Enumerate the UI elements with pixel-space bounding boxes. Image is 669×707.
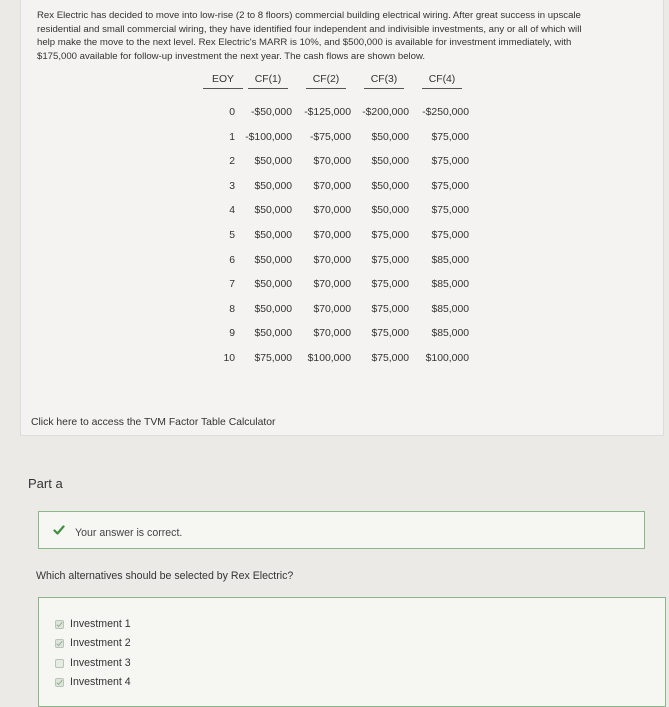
check-icon <box>53 524 65 536</box>
table-cell-eoy: 4 <box>229 205 235 217</box>
table-cell-cf2: $70,000 <box>313 180 351 192</box>
checkbox[interactable] <box>55 678 64 687</box>
table-cell-cf1: $50,000 <box>254 205 292 217</box>
table-cell-cf3: -$200,000 <box>362 107 409 118</box>
table-cell-eoy: 2 <box>229 156 235 168</box>
table-cell-eoy: 9 <box>229 328 235 340</box>
table-cell-cf1: $50,000 <box>254 279 292 291</box>
option-label: Investment 4 <box>70 676 131 688</box>
table-cell-cf1: $50,000 <box>254 156 292 168</box>
table-cell-cf3: $50,000 <box>371 131 409 143</box>
table-cell-cf2: -$125,000 <box>304 107 351 118</box>
intro-line: help make the move to the next level. Rex Electric's MARR is 10%, and $500,000 is available for investment immediately, with <box>37 37 572 49</box>
table-cell-cf1: -$50,000 <box>250 107 292 118</box>
table-cell-eoy: 5 <box>229 230 235 241</box>
table-cell-cf1: $50,000 <box>254 328 292 340</box>
tvm-suffix: to access the TVM Factor Table Calculator <box>77 417 276 428</box>
table-cell-cf4: $85,000 <box>431 254 469 266</box>
question-text: Which alternatives should be selected by Rex Electric? <box>36 570 294 582</box>
table-cell-cf3: $75,000 <box>371 230 409 241</box>
table-cell-cf3: $50,000 <box>371 156 409 168</box>
checkbox-check-icon <box>56 621 63 628</box>
option-investment-4[interactable] <box>55 675 131 689</box>
table-cell-eoy: 7 <box>229 279 235 291</box>
option-investment-1[interactable] <box>55 617 131 631</box>
tvm-calculator-link[interactable]: here <box>56 417 78 428</box>
table-cell-cf3: $50,000 <box>371 205 409 217</box>
table-cell-cf4: $85,000 <box>431 279 469 291</box>
table-cell-cf4: $75,000 <box>431 205 469 217</box>
table-cell-cf4: $75,000 <box>431 131 469 143</box>
table-cell-cf4: $85,000 <box>431 328 469 340</box>
table-cell-cf1: $50,000 <box>254 180 292 192</box>
table-cell-cf1: $75,000 <box>254 353 292 364</box>
feedback-text: Your answer is correct. <box>75 527 183 539</box>
table-cell-cf2: $70,000 <box>313 205 351 217</box>
table-cell-eoy: 8 <box>229 303 235 315</box>
table-cell-cf2: $70,000 <box>313 279 351 291</box>
option-investment-3[interactable] <box>55 656 131 670</box>
feedback-box <box>38 511 645 549</box>
table-cell-cf2: $100,000 <box>307 353 351 364</box>
table-cell-cf3: $75,000 <box>371 303 409 315</box>
intro-line: residential and small commercial wiring, they have identified four independent and indivisible investments, any or all of which will <box>37 23 582 35</box>
table-cell-cf1: $50,000 <box>254 303 292 315</box>
table-header-cf1: CF(1) <box>248 74 288 89</box>
table-cell-cf3: $75,000 <box>371 254 409 266</box>
table-header-cf2: CF(2) <box>306 74 346 89</box>
table-cell-cf1: -$100,000 <box>245 131 292 143</box>
table-cell-eoy: 1 <box>229 131 235 143</box>
checkbox-check-icon <box>56 640 63 647</box>
table-cell-cf4: $85,000 <box>431 303 469 315</box>
option-label: Investment 2 <box>70 637 131 649</box>
table-cell-cf4: $75,000 <box>431 180 469 192</box>
table-cell-cf1: $50,000 <box>254 254 292 266</box>
checkbox-check-icon <box>56 679 63 686</box>
cash-flow-table <box>21 0 663 435</box>
problem-panel <box>20 0 664 436</box>
table-cell-cf2: -$75,000 <box>309 131 351 143</box>
intro-line: Rex Electric has decided to move into low-rise (2 to 8 floors) commercial building electrical wiring. After great success in upscale <box>37 10 581 21</box>
table-cell-eoy: 0 <box>229 107 235 118</box>
table-cell-cf3: $75,000 <box>371 279 409 291</box>
table-cell-eoy: 6 <box>229 254 235 266</box>
table-header-eoy: EOY <box>203 74 243 89</box>
table-cell-cf2: $70,000 <box>313 156 351 168</box>
table-header-cf3: CF(3) <box>364 74 404 89</box>
table-cell-cf3: $75,000 <box>371 328 409 340</box>
option-investment-2[interactable] <box>55 636 131 650</box>
tvm-calculator-line <box>31 417 275 428</box>
table-cell-cf2: $70,000 <box>313 230 351 241</box>
checkbox[interactable] <box>55 620 64 629</box>
checkbox[interactable] <box>55 639 64 648</box>
table-cell-cf4: $100,000 <box>425 353 469 364</box>
checkbox[interactable] <box>55 659 64 668</box>
table-cell-cf3: $50,000 <box>371 180 409 192</box>
table-cell-eoy: 10 <box>223 353 235 364</box>
answer-box <box>38 597 666 707</box>
table-cell-cf2: $70,000 <box>313 328 351 340</box>
table-cell-cf2: $70,000 <box>313 254 351 266</box>
table-cell-cf1: $50,000 <box>254 230 292 241</box>
table-cell-eoy: 3 <box>229 180 235 192</box>
part-label: Part a <box>28 476 63 491</box>
option-label: Investment 3 <box>70 657 131 669</box>
table-cell-cf2: $70,000 <box>313 303 351 315</box>
option-label: Investment 1 <box>70 618 131 630</box>
table-cell-cf3: $75,000 <box>371 353 409 364</box>
intro-line: $175,000 available for follow-up investment the next year. The cash flows are shown below. <box>37 50 426 62</box>
table-header-cf4: CF(4) <box>422 74 462 89</box>
table-cell-cf4: -$250,000 <box>422 107 469 118</box>
table-cell-cf4: $75,000 <box>431 230 469 241</box>
tvm-prefix: Click <box>31 417 57 428</box>
table-cell-cf4: $75,000 <box>431 156 469 168</box>
